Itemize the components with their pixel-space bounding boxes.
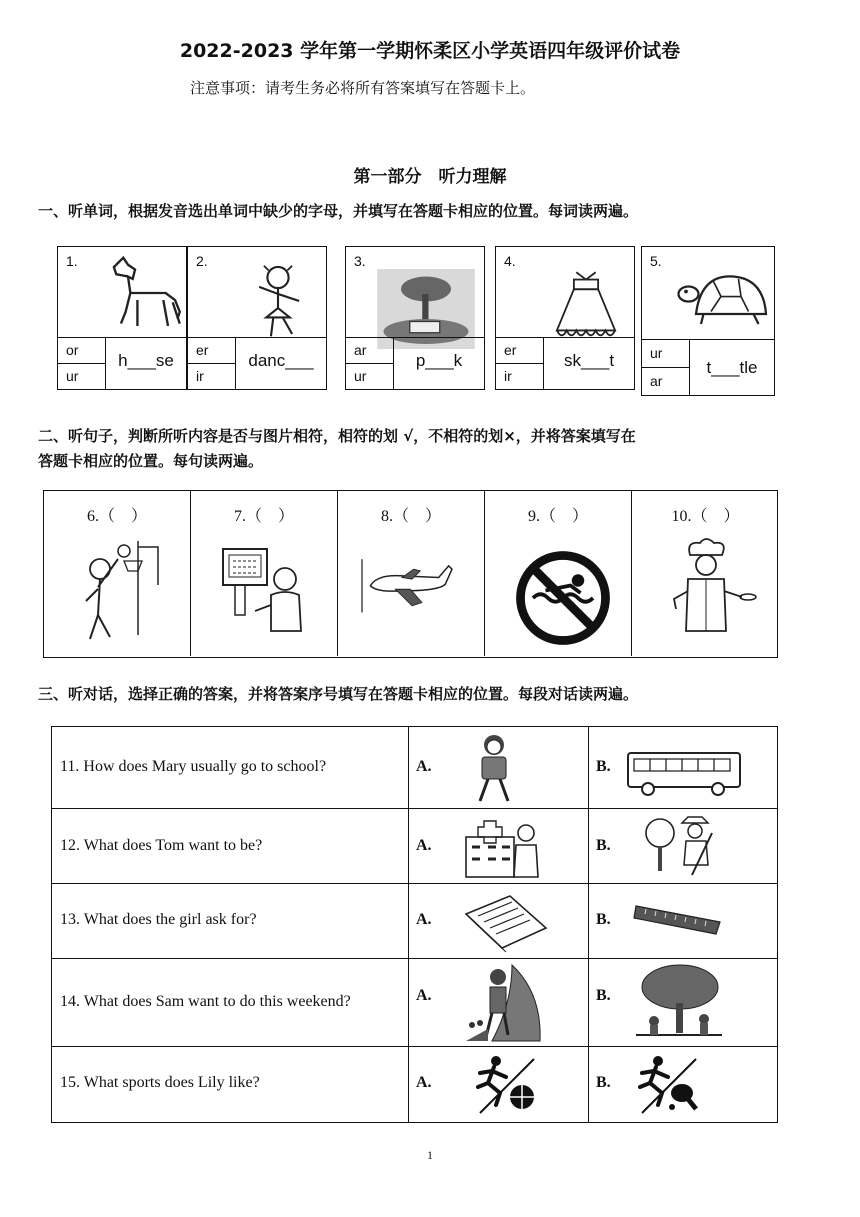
option-b: ir <box>196 368 204 384</box>
option-b-label: B. <box>596 911 611 928</box>
section2-item <box>44 491 191 656</box>
letter-options <box>642 339 690 395</box>
option-b-label: B. <box>596 837 611 854</box>
item-number: 6.（ ） <box>86 508 147 525</box>
section3-instruction: 三、听对话，选择正确的答案，并将答案序号填写在答题卡相应的位置。每段对话读两遍。 <box>38 685 639 703</box>
letter-options <box>496 337 544 389</box>
option-b-label: B. <box>596 1074 611 1091</box>
item-number: 9.（ ） <box>527 508 588 525</box>
option-a: er <box>496 338 543 364</box>
option-b-label: B. <box>596 758 611 775</box>
section2-item <box>485 491 632 656</box>
letter-options <box>188 337 236 389</box>
item-number: 5. <box>650 253 662 269</box>
question-text: 15. What sports does Lily like? <box>60 1074 260 1091</box>
part-title: 第一部分 听力理解 <box>353 167 507 187</box>
page-number: 1 <box>427 1148 433 1162</box>
section3-table <box>51 726 778 1123</box>
incomplete-word: sk___t <box>544 337 634 389</box>
option-a: ar <box>346 338 393 364</box>
option-a: ur <box>642 340 689 368</box>
section2-instruction-line1: 二、听句子，判断所听内容是否与图片相符，相符的划 √，不相符的划×，并将答案填写在 <box>38 427 636 445</box>
exam-notice: 注意事项：请考生务必将所有答案填写在答题卡上。 <box>190 79 536 97</box>
dancer-icon <box>228 261 328 341</box>
letter-options <box>58 337 106 389</box>
option-b-label: B. <box>596 987 611 1004</box>
computer-user-icon <box>215 535 315 645</box>
walking-girl-icon <box>470 733 520 805</box>
option-a-label: A. <box>416 1074 432 1091</box>
item-number: 3. <box>354 253 366 269</box>
incomplete-word: p___k <box>394 337 484 389</box>
ruler-icon <box>634 900 724 938</box>
option-a-label: A. <box>416 987 432 1004</box>
basketball-sport-icon <box>472 1053 542 1115</box>
no-swimming-icon <box>513 543 613 653</box>
item-number: 10.（ ） <box>671 508 740 525</box>
item-number: 4. <box>504 253 516 269</box>
option-a-label: A. <box>416 837 432 854</box>
section1-item <box>345 246 485 390</box>
farmer-icon <box>642 813 722 879</box>
airplane-icon <box>352 535 452 645</box>
option-a-label: A. <box>416 911 432 928</box>
section1-item <box>187 246 327 390</box>
question-row <box>52 809 777 884</box>
option-b: ur <box>354 368 367 384</box>
incomplete-word: t___tle <box>690 339 774 395</box>
incomplete-word: danc___ <box>236 337 326 389</box>
section2-item <box>632 491 779 656</box>
bus-icon <box>626 749 744 797</box>
item-number: 2. <box>196 253 208 269</box>
option-b: ur <box>66 368 79 384</box>
section2-grid <box>43 490 778 658</box>
section1-grid <box>57 246 775 396</box>
turtle-icon <box>676 259 776 339</box>
question-row <box>52 959 777 1047</box>
section1-instruction: 一、听单词，根据发音选出单词中缺少的字母，并填写在答题卡相应的位置。每词读两遍。 <box>38 202 639 220</box>
option-b: ir <box>504 368 512 384</box>
question-text: 11. How does Mary usually go to school? <box>60 758 327 775</box>
question-text: 14. What does Sam want to do this weekend? <box>60 993 351 1010</box>
item-number: 8.（ ） <box>380 508 441 525</box>
chef-icon <box>656 535 756 645</box>
question-row <box>52 1047 777 1122</box>
skirt-icon <box>536 265 636 345</box>
option-a: er <box>188 338 235 364</box>
pingpong-sport-icon <box>634 1053 704 1115</box>
doctor-hospital-icon <box>462 815 542 879</box>
item-number: 7.（ ） <box>233 508 294 525</box>
question-text: 13. What does the girl ask for? <box>60 911 257 928</box>
option-a-label: A. <box>416 758 432 775</box>
item-number: 1. <box>66 253 78 269</box>
section1-item <box>495 246 635 390</box>
section2-instruction-line2: 答题卡相应的位置。每句读两遍。 <box>38 452 264 470</box>
section2-item <box>338 491 485 656</box>
climbing-icon <box>462 963 544 1043</box>
section1-item <box>57 246 187 390</box>
question-row <box>52 727 777 809</box>
option-a: or <box>58 338 105 364</box>
option-b: ar <box>650 373 663 389</box>
letter-options <box>346 337 394 389</box>
section2-item <box>191 491 338 656</box>
page-title: 2022-2023 学年第一学期怀柔区小学英语四年级评价试卷 <box>179 40 681 62</box>
horse-icon <box>98 253 198 333</box>
section1-item <box>641 246 775 396</box>
question-text: 12. What does Tom want to be? <box>60 837 263 854</box>
incomplete-word: h___se <box>106 337 186 389</box>
question-row <box>52 884 777 959</box>
paper-icon <box>462 894 550 950</box>
picnic-icon <box>634 963 724 1043</box>
basketball-player-icon <box>68 535 168 645</box>
